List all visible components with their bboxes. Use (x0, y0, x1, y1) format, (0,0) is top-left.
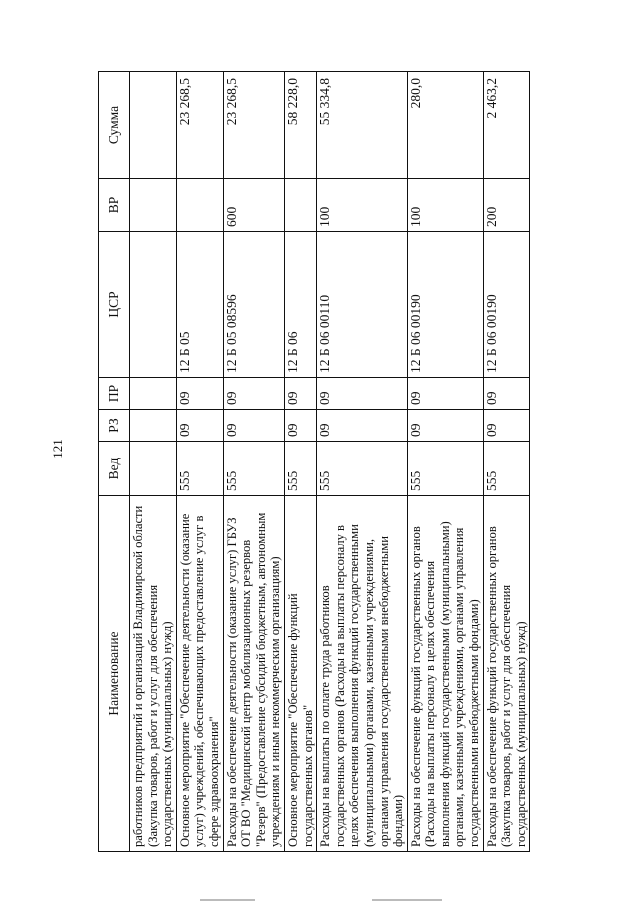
cell-ved: 555 (223, 442, 284, 496)
budget-table (98, 71, 530, 852)
cell-pr: 09 (176, 378, 223, 410)
table-row (176, 72, 223, 852)
cell-pr: 09 (284, 378, 316, 410)
cell-vr (176, 179, 223, 232)
cell-pr: 09 (407, 378, 483, 410)
cell-csr: 12 Б 05 08596 (223, 232, 284, 378)
header-csr: ЦСР (99, 232, 130, 378)
cell-ved: 555 (407, 442, 483, 496)
table-row (130, 72, 177, 852)
cell-vr (284, 179, 316, 232)
header-pr: ПР (99, 378, 130, 410)
cell-csr: 12 Б 05 (176, 232, 223, 378)
cell-name: Основное мероприятие "Обеспечение функций государственных органов" (284, 496, 316, 852)
rotated-table-wrapper (98, 72, 618, 852)
cell-pr (130, 378, 177, 410)
cell-vr: 100 (317, 179, 408, 232)
cell-sum: 55 334,8 (317, 72, 408, 179)
header-name: Наименование (99, 496, 130, 852)
scan-fragment-line (372, 899, 442, 901)
cell-rz: 09 (223, 410, 284, 442)
cell-name: Расходы на выплаты по оплате труда работников государственных органов (Расходы на выплаты персоналу в целях обеспечения выполнения функций государственными (муниципальными) органами, казенными учреждениями, органами управления государственными внебюджетными фондами) (317, 496, 408, 852)
cell-name: Основное мероприятие "Обеспечение деятельности (оказание услуг) учреждений, обеспечивающих предоставление услуг в сфере здравоохранения" (176, 496, 223, 852)
cell-csr: 12 Б 06 00190 (483, 232, 530, 378)
cell-sum: 280,0 (407, 72, 483, 179)
cell-pr: 09 (483, 378, 530, 410)
cell-name: Расходы на обеспечение функций государственных органов (Закупка товаров, работ и услуг для обеспечения государственных (муниципальных) нужд) (483, 496, 530, 852)
cell-ved: 555 (483, 442, 530, 496)
cell-csr: 12 Б 06 00190 (407, 232, 483, 378)
cell-vr: 200 (483, 179, 530, 232)
cell-rz: 09 (407, 410, 483, 442)
cell-rz (130, 410, 177, 442)
cell-ved (130, 442, 177, 496)
cell-rz: 09 (483, 410, 530, 442)
cell-name: Расходы на обеспечение деятельности (оказание услуг) ГБУЗ ОТ ВО "Медицинский центр мобилизационных резервов "Резерв" (Предоставление субсидий бюджетным, автономным учреждениям и иным некоммерческим организациям) (223, 496, 284, 852)
cell-csr (130, 232, 177, 378)
header-rz: РЗ (99, 410, 130, 442)
table-row (284, 72, 316, 852)
cell-sum: 23 268,5 (176, 72, 223, 179)
table-row (407, 72, 483, 852)
cell-pr: 09 (223, 378, 284, 410)
table-holder (98, 72, 618, 852)
header-sum: Сумма (99, 72, 130, 179)
cell-csr: 12 Б 06 (284, 232, 316, 378)
cell-pr: 09 (317, 378, 408, 410)
cell-ved: 555 (317, 442, 408, 496)
cell-vr: 600 (223, 179, 284, 232)
cell-ved: 555 (284, 442, 316, 496)
header-ved: Вед (99, 442, 130, 496)
page-number: 121 (50, 439, 65, 459)
table-row (317, 72, 408, 852)
cell-name: работников предприятий и организаций Владимирской области (Закупка товаров, работ и услуг для обеспечения государственных (муниципальных) нужд) (130, 496, 177, 852)
cell-rz: 09 (317, 410, 408, 442)
cell-name: Расходы на обеспечение функций государственных органов (Расходы на выплаты персоналу в целях обеспечения выполнения функций государственными (муниципальными) органами, казенными учреждениями, органами управления государственными внебюджетными фондами) (407, 496, 483, 852)
cell-vr: 100 (407, 179, 483, 232)
cell-sum: 2 463,2 (483, 72, 530, 179)
table-header-row (99, 72, 130, 852)
cell-ved: 555 (176, 442, 223, 496)
cell-rz: 09 (176, 410, 223, 442)
scan-fragment-line (200, 899, 255, 901)
cell-sum (130, 72, 177, 179)
table-row (223, 72, 284, 852)
cell-sum: 23 268,5 (223, 72, 284, 179)
cell-vr (130, 179, 177, 232)
cell-rz: 09 (284, 410, 316, 442)
table-row (483, 72, 530, 852)
cell-csr: 12 Б 06 00110 (317, 232, 408, 378)
cell-sum: 58 228,0 (284, 72, 316, 179)
header-vr: ВР (99, 179, 130, 232)
